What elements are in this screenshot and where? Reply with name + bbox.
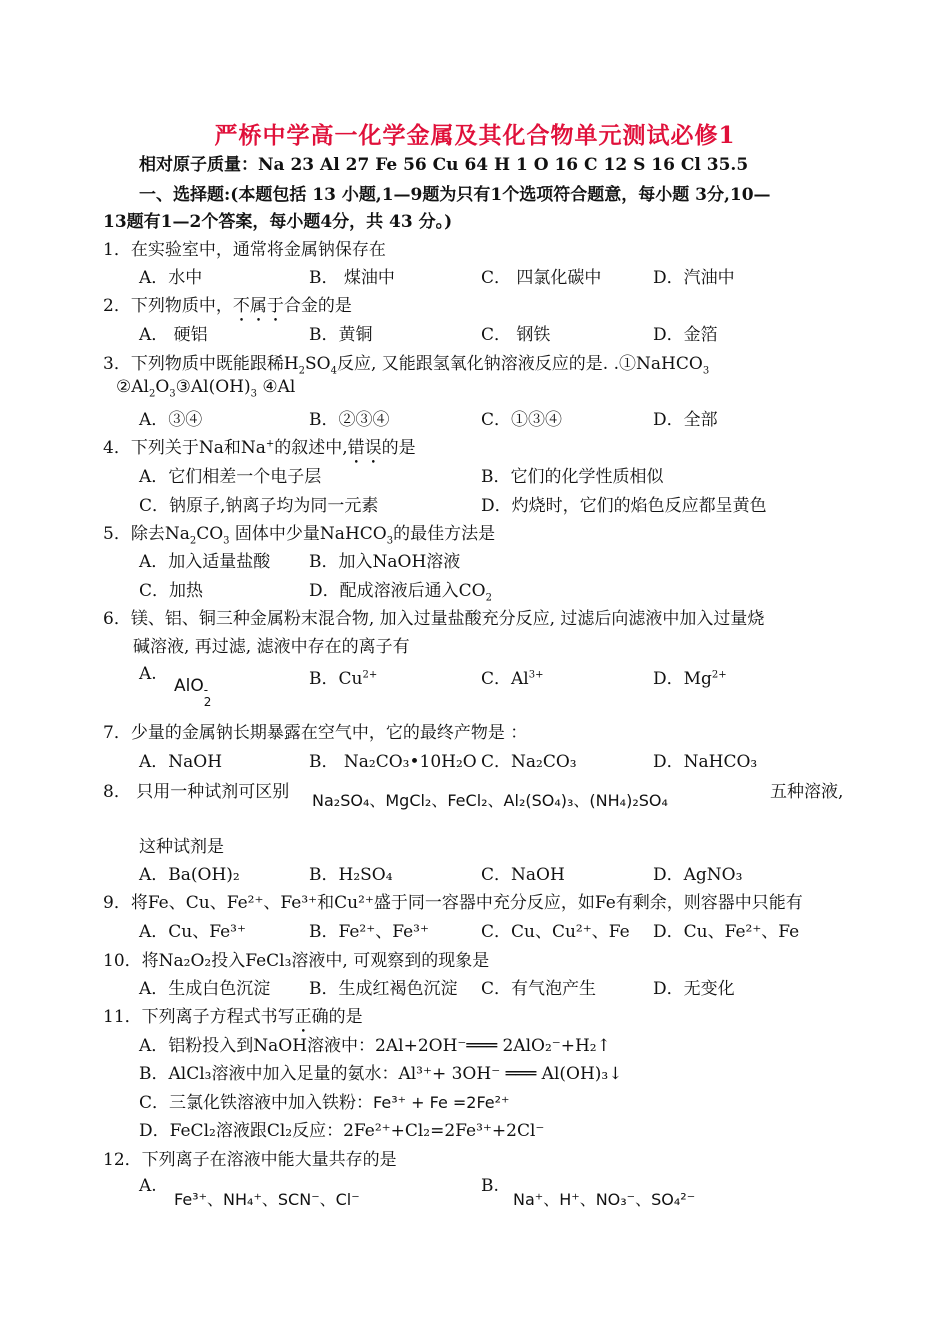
- q3-option-a: A．③④: [139, 410, 203, 430]
- q1-option-b: B． 煤油中: [309, 268, 395, 288]
- section-heading-line2: 13题有1—2个答案，每小题4分，共 43 分。): [103, 212, 453, 232]
- q9-option-b: B．Fe²⁺、Fe³⁺: [309, 922, 429, 942]
- q12-option-b-label: B.: [481, 1176, 499, 1196]
- q2-option-d: D．金箔: [653, 325, 718, 345]
- q11-option-c: C．三氯化铁溶液中加入铁粉：Fe³⁺ + Fe =2Fe²⁺: [139, 1093, 510, 1113]
- q10-option-b: B．生成红褐色沉淀: [309, 979, 458, 999]
- question-3-stem-line2: $②Al_2O_3③Al(OH)_3$ ④Al: [116, 377, 296, 400]
- question-6-stem-line1: 6．镁、铝、铜三种金属粉末混合物, 加入过量盐酸充分反应, 过滤后向滤液中加入过量烧: [103, 609, 765, 629]
- question-7-stem: 7．少量的金属钠长期暴露在空气中，它的最终产物是 ：: [103, 723, 528, 743]
- question-1-stem: 1．在实验室中，通常将金属钠保存在: [103, 240, 386, 260]
- q10-option-a: A．生成白色沉淀: [139, 979, 271, 999]
- question-9-stem: 9．将Fe、Cu、Fe²⁺、Fe³⁺和Cu²⁺盛于同一容器中充分反应，如Fe有剩余，则容器中只能有: [103, 893, 803, 913]
- q1-option-d: D．汽油中: [653, 268, 735, 288]
- question-11-stem: 11．下列离子方程式书写正确的是: [103, 1007, 363, 1027]
- q11-option-d: D．FeCl₂溶液跟Cl₂反应：2Fe²⁺+Cl₂=2Fe³⁺+2Cl⁻: [139, 1121, 545, 1141]
- q2-option-c: C． 钢铁: [481, 325, 551, 345]
- q8-option-d: D．AgNO₃: [653, 865, 743, 885]
- q2-option-a: A． 硬铝: [139, 325, 208, 345]
- q5-option-a: A．加入适量盐酸: [139, 552, 271, 572]
- q4-option-b: B．它们的化学性质相似: [481, 467, 664, 487]
- emphasis-wrong: 错误: [347, 438, 382, 458]
- question-12-stem: 12．下列离子在溶液中能大量共存的是: [103, 1150, 397, 1170]
- q8-formula: Na₂SO₄、MgCl₂、FeCl₂、Al₂(SO₄)₃、(NH₄)₂SO₄: [312, 791, 668, 810]
- q5-option-c: C．加热: [139, 581, 204, 601]
- q1-option-c: C． 四氯化碳中: [481, 268, 602, 288]
- q11-option-a: A．铝粉投入到NaOH溶液中：2Al+2OH⁻═══ 2AlO₂⁻+H₂↑: [139, 1036, 611, 1056]
- q8-option-a: A．Ba(OH)₂: [139, 865, 240, 885]
- q3-option-d: D．全部: [653, 410, 718, 430]
- q2-option-b: B．黄铜: [309, 325, 373, 345]
- atomic-masses: 相对原子质量：Na 23 Al 27 Fe 56 Cu 64 H 1 O 16 C 12 S 16 Cl 35.5: [139, 155, 749, 175]
- q7-option-d: D．NaHCO₃: [653, 752, 758, 772]
- q6-option-a-formula: AlO - 2: [174, 676, 212, 709]
- q8-option-c: C．NaOH: [481, 865, 565, 885]
- question-6-stem-line2: 碱溶液, 再过滤, 滤液中存在的离子有: [133, 637, 410, 657]
- q1-option-a: A．水中: [139, 268, 203, 288]
- section-heading-line1: 一、选择题:(本题包括 13 小题,1—9题为只有1个选项符合题意，每小题 3分,10—: [139, 185, 771, 205]
- q10-option-d: D．无变化: [653, 979, 735, 999]
- q3-option-b: B．②③④: [309, 410, 390, 430]
- q11-option-c-formula: Fe³⁺ + Fe =2Fe²⁺: [373, 1093, 510, 1112]
- question-5-stem: 5．除去$Na_2CO_3$ 固体中少量NaHCO$_3$的最佳方法是: [103, 524, 496, 547]
- emphasis-correct: 正: [294, 1007, 312, 1027]
- q6-option-c: C．$Al^{3+}$: [481, 669, 544, 689]
- q4-option-c: C．钠原子,钠离子均为同一元素: [139, 496, 379, 516]
- q6-option-b: B．$Cu^{2+}$: [309, 669, 378, 689]
- question-4-stem: 4．下列关于Na和Na+的叙述中,错误的是: [103, 438, 416, 458]
- q7-option-b: B． Na₂CO₃•10H₂O: [309, 752, 477, 772]
- q3-option-c: C．①③④: [481, 410, 563, 430]
- q12-option-b-formula: Na⁺、H⁺、NO₃⁻、SO₄²⁻: [513, 1190, 696, 1209]
- q7-option-a: A．NaOH: [139, 752, 223, 772]
- q8-option-b: B．H₂SO₄: [309, 865, 393, 885]
- q9-option-d: D．Cu、Fe²⁺、Fe: [653, 922, 800, 942]
- question-8-stem-post: 五种溶液,: [770, 782, 844, 802]
- q9-option-c: C．Cu、Cu²⁺、Fe: [481, 922, 630, 942]
- q6-option-a-label: A.: [139, 664, 157, 684]
- q11-option-b: B．AlCl₃溶液中加入足量的氨水：Al³⁺+ 3OH⁻ ═══ Al(OH)₃↓: [139, 1064, 623, 1084]
- question-3-stem-line1: 3．下列物质中既能跟稀$H_2SO_4$反应, 又能跟氢氧化钠溶液反应的是. .①NaHCO$_3$: [103, 354, 710, 377]
- question-10-stem: 10．将Na₂O₂投入FeCl₃溶液中, 可观察到的现象是: [103, 951, 490, 971]
- q9-option-a: A．Cu、Fe³⁺: [139, 922, 246, 942]
- emphasis-not: 不属于: [232, 296, 284, 316]
- q10-option-c: C．有气泡产生: [481, 979, 597, 999]
- page-title: 严桥中学高一化学金属及其化合物单元测试必修1: [214, 122, 736, 149]
- q5-option-d: D．配成溶液后通入$CO_2$: [309, 581, 492, 604]
- question-8-stem-pre: 8． 只用一种试剂可区别: [103, 782, 290, 802]
- question-2-stem: 2．下列物质中，不属于合金的是: [103, 296, 352, 316]
- q12-option-a-label: A.: [139, 1176, 157, 1196]
- q5-option-b: B．加入NaOH溶液: [309, 552, 461, 572]
- q6-option-d: D．$Mg^{2+}$: [653, 669, 727, 689]
- q12-option-a-formula: Fe³⁺、NH₄⁺、SCN⁻、Cl⁻: [174, 1190, 360, 1209]
- q4-option-d: D．灼烧时，它们的焰色反应都呈黄色: [481, 496, 767, 516]
- question-8-stem-line2: 这种试剂是: [139, 837, 224, 857]
- q7-option-c: C．Na₂CO₃: [481, 752, 577, 772]
- q4-option-a: A．它们相差一个电子层: [139, 467, 322, 487]
